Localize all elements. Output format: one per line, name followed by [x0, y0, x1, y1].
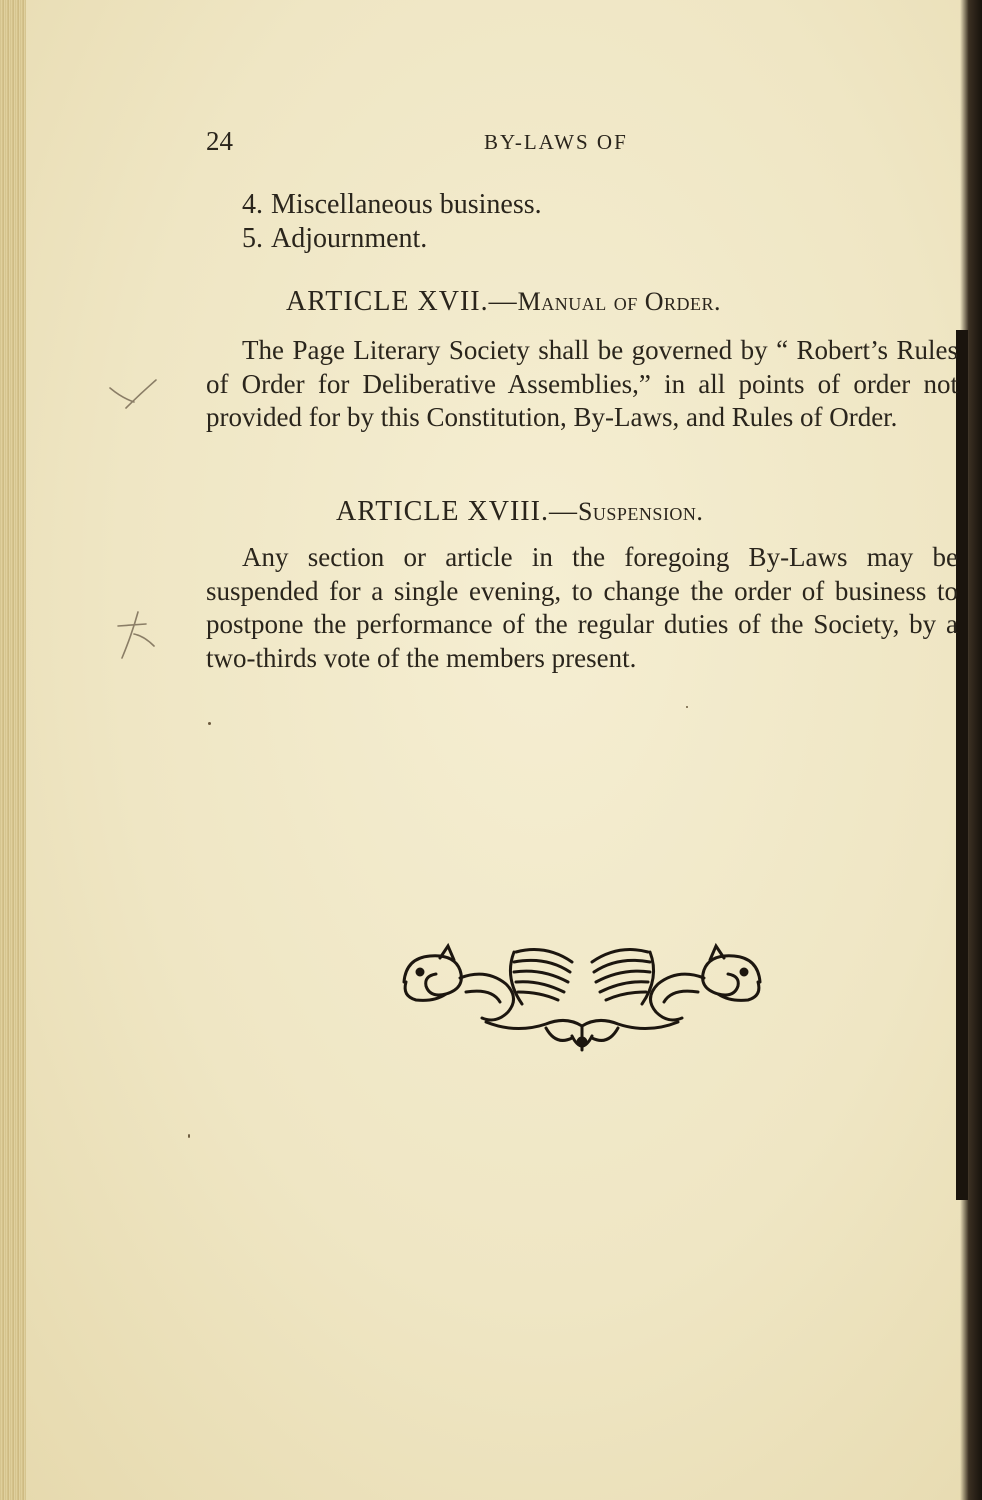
paper-speck — [208, 722, 211, 725]
page-number: 24 — [206, 126, 233, 156]
article-title: Suspension. — [577, 497, 704, 526]
list-item — [242, 188, 542, 222]
pencil-x-mark-icon — [104, 372, 164, 412]
paper-speck — [686, 706, 688, 708]
pencil-seven-mark-icon — [110, 606, 160, 662]
winged-dragons-ornament-icon — [396, 938, 768, 1056]
article-body-xviii: Any section or article in the foregoing By-Laws may be suspended for a single evening, to change the order of business to postpone the performance of the regular duties of the Society, by a two-thirds vote of the members present. — [206, 542, 958, 673]
article-body-xvii: The Page Literary Society shall be governed by “ Robert’s Rules of Order for Deliberative Assemblies,” in all points of order not provided for by this Constitution, By-Laws, and Rules of Order. — [206, 335, 958, 432]
page-edge-dark — [956, 330, 968, 1200]
paper-speck — [188, 1134, 190, 1138]
list-item — [242, 222, 542, 256]
list-item-text: Miscellaneous business. — [271, 189, 542, 220]
article-heading-xvii — [286, 286, 721, 318]
page-gutter — [0, 0, 26, 1500]
article-number: ARTICLE XVIII.— — [336, 496, 578, 527]
list-item-text: Adjournment. — [271, 223, 428, 254]
article-number: ARTICLE XVII.— — [286, 286, 518, 317]
header-title: BY-LAWS OF — [484, 130, 628, 154]
running-header — [206, 126, 676, 156]
article-title: Manual of Order. — [517, 287, 722, 316]
list-item-number: 4. — [242, 189, 263, 220]
article-heading-xviii — [336, 496, 703, 528]
list-item-number: 5. — [242, 223, 263, 254]
order-of-business-list — [242, 188, 542, 256]
